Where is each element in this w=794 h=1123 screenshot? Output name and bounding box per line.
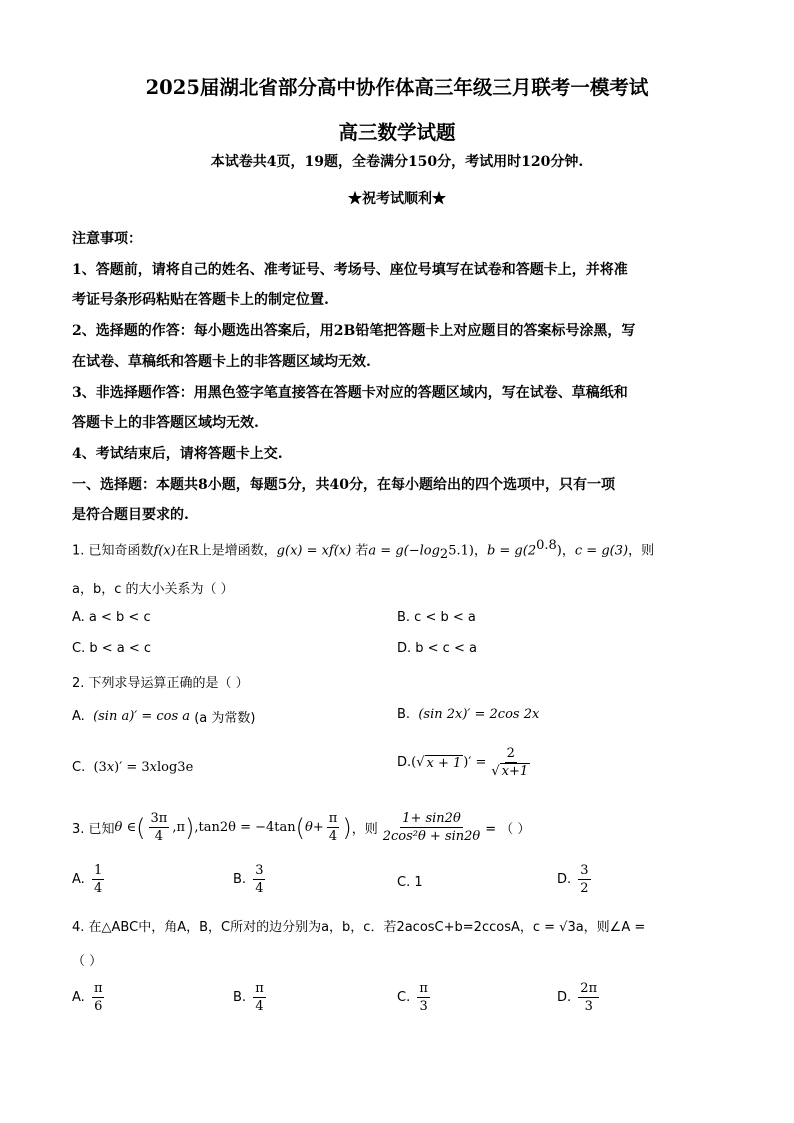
- q3-option-c[interactable]: C. 1: [397, 875, 423, 890]
- q4-paren: （ ）: [72, 954, 103, 969]
- q1-stem-line1: 1. 已知奇函数f(x)在R上是增函数，g(x) = xf(x) 若$a = g(-\log_25.1)$，$b = g(2^{0.8})$，c = g(3)，则: [72, 538, 655, 562]
- exam-title: 2025届湖北省部分高中协作体高三年级三月联考一模考试: [145, 76, 649, 99]
- q3-option-d[interactable]: D. $\frac{3}{2}$: [557, 863, 589, 896]
- q4-option-c[interactable]: C. $\frac{\pi}{3}$: [397, 981, 428, 1014]
- q2-option-b[interactable]: B. (sin 2x)′ = 2cos 2x: [397, 707, 540, 722]
- q2-stem: 2. 下列求导运算正确的是（ ）: [72, 676, 249, 691]
- notes-line: 1、答题前，请将自己的姓名、准考证号、考场号、座位号填写在试卷和答题卡上，并将准: [72, 261, 628, 278]
- notes-line: 2、选择题的作答：每小题选出答案后，用2B铅笔把答题卡上对应题目的答案标号涂黑，写: [72, 323, 636, 340]
- q1-stem-line2: a，b，c 的大小关系为（ ）: [72, 582, 234, 597]
- q4-stem: 4. 在△ABC中，角A，B，C所对的边分别为a，b，c．若2acosC+b=2ccosA，c = √3a，则∠A =: [72, 920, 646, 935]
- exam-subtitle: 高三数学试题: [338, 121, 456, 144]
- q4-option-d[interactable]: D. $\frac{2\pi}{3}$: [557, 981, 598, 1014]
- q1-option-d[interactable]: D. b < c < a: [397, 641, 477, 656]
- exam-info: 本试卷共4页，19题，全卷满分150分，考试用时120分钟.: [210, 154, 584, 170]
- q1-option-b[interactable]: B. c < b < a: [397, 610, 476, 625]
- q2-option-d[interactable]: D. ( √ x + 1 )′ = $\frac{2}{√ x+1}$: [397, 745, 535, 780]
- notes-line: 答题卡上的非答题区域均无效.: [72, 415, 259, 432]
- notes-line: 考证号条形码粘贴在答题卡上的制定位置.: [72, 292, 329, 309]
- q4-option-a[interactable]: A. $\frac{\pi}{6}$: [72, 981, 103, 1014]
- good-luck-line: ★祝考试顺利★: [348, 191, 446, 207]
- notes-line: 4、考试结束后，请将答题卡上交.: [72, 445, 283, 462]
- q2-option-a[interactable]: A. (sin a)′ = cos a (a 为常数): [72, 709, 256, 726]
- q4-option-b[interactable]: B. $\frac{\pi}{4}$: [233, 981, 264, 1014]
- q1-option-a[interactable]: A. a < b < c: [72, 610, 151, 625]
- notes-line: 3、非选择题作答：用黑色签字笔直接答在答题卡对应的答题区域内，写在试卷、草稿纸和: [72, 384, 628, 401]
- section-heading: 一、选择题：本题共8小题，每题5分，共40分，在每小题给出的四个选项中，只有一项: [72, 476, 615, 493]
- notes-line: 在试卷、草稿纸和答题卡上的非答题区域均无效.: [72, 353, 371, 370]
- q3-option-b[interactable]: B. $\frac{3}{4}$: [233, 863, 264, 896]
- q1-option-c[interactable]: C. b < a < c: [72, 641, 152, 656]
- notes-block: [72, 224, 722, 531]
- sqrt-sign: √: [416, 755, 425, 770]
- q2-d-fraction: $\frac{2}{√ x+1}$: [491, 746, 529, 779]
- notes-heading: 注意事项：: [72, 231, 142, 247]
- q2-option-c[interactable]: C. (3 x )′ = 3 x log 3 e: [72, 760, 194, 775]
- q3-stem: 3. 已知 θ ∈ ( $\frac{3\pi}{4}$ ,π ) ,tan2θ = −4tan ( θ+ $\frac{\pi}{4}$ ) ，则 $\frac{1+ \sin 2\theta}{\text{2cos²θ + sin2θ}}$ = （ ）: [72, 811, 531, 844]
- q3-option-a[interactable]: A. $\frac{1}{4}$: [72, 863, 103, 896]
- section-heading: 是符合题目要求的.: [72, 507, 189, 524]
